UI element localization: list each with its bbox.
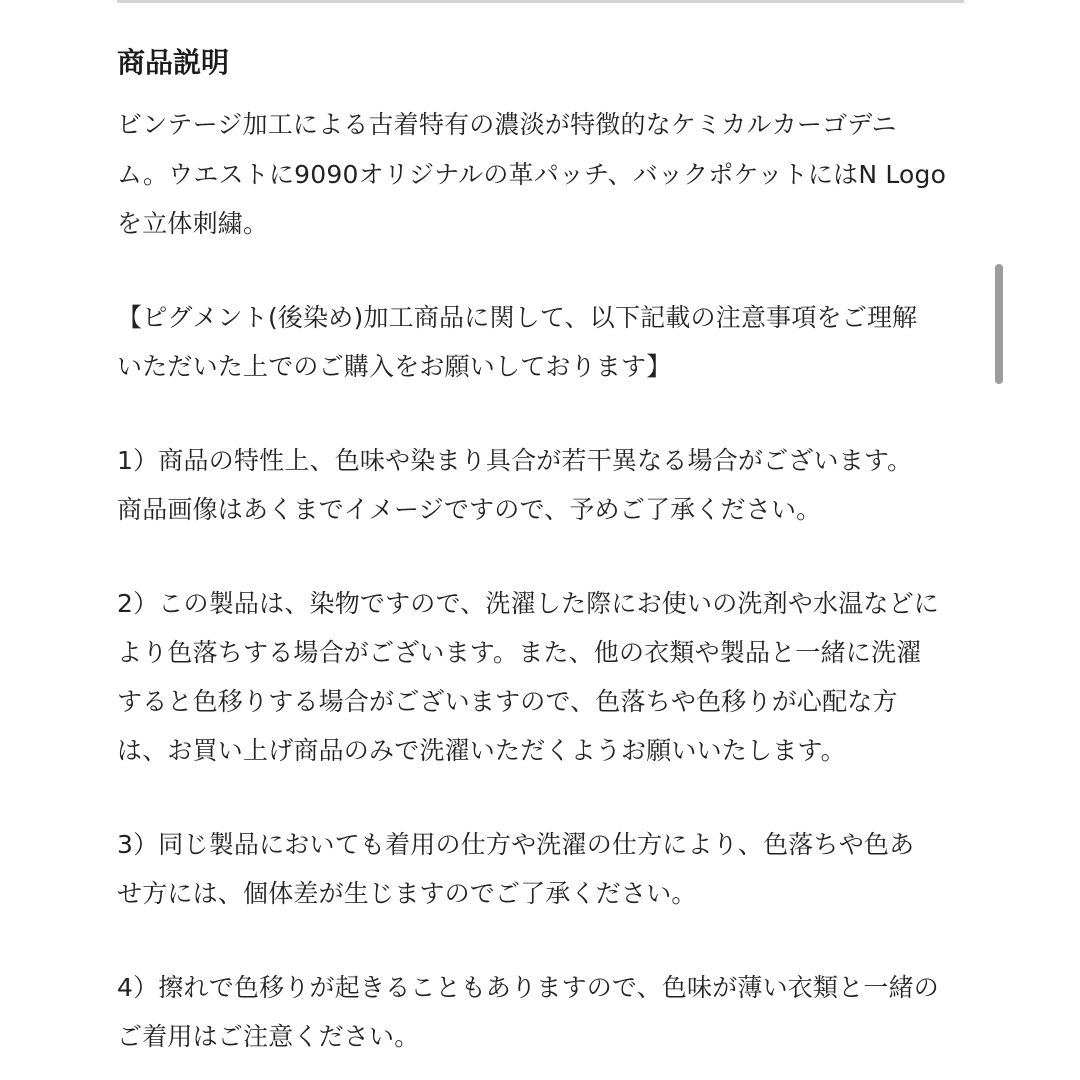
description-line: 【ピグメント(後染め)加工商品に関して、以下記載の注意事項をご理解 bbox=[117, 303, 918, 332]
description-line: 4）擦れで色移りが起きることもありますので、色味が薄い衣類と一緒の bbox=[117, 973, 940, 1002]
description-line: ビンテージ加工による古着特有の濃淡が特徴的なケミカルカーゴデニ bbox=[117, 110, 897, 139]
description-line: 2）この製品は、染物ですので、洗濯した際にお使いの洗剤や水温などに bbox=[117, 589, 940, 618]
section-title: 商品説明 bbox=[117, 46, 230, 79]
description-line: 1）商品の特性上、色味や染まり具合が若干異なる場合がございます。 bbox=[117, 446, 913, 475]
description-line: を立体刺繍。 bbox=[117, 209, 269, 238]
description-line: より色落ちする場合がございます。また、他の衣類や製品と一緒に洗濯 bbox=[117, 638, 922, 667]
description-line: すると色移りする場合がございますので、色落ちや色移りが心配な方 bbox=[117, 687, 898, 716]
description-line: せ方には、個体差が生じますのでご了承ください。 bbox=[117, 879, 697, 908]
description-line: は、お買い上げ商品のみで洗濯いただくようお願いいたします。 bbox=[117, 736, 846, 765]
description-line: 3）同じ製品においても着用の仕方や洗濯の仕方により、色落ちや色あ bbox=[117, 830, 915, 859]
description-line: ム。ウエストに9090オリジナルの革パッチ、バックポケットにはN Logo bbox=[117, 160, 947, 189]
description-line: 商品画像はあくまでイメージですので、予めご了承ください。 bbox=[117, 495, 822, 524]
description-line: ご着用はご注意ください。 bbox=[117, 1022, 420, 1051]
top-divider bbox=[117, 0, 964, 3]
description-line: いただいた上でのご購入をお願いしております】 bbox=[117, 352, 672, 381]
scrollbar-thumb[interactable] bbox=[995, 264, 1003, 384]
